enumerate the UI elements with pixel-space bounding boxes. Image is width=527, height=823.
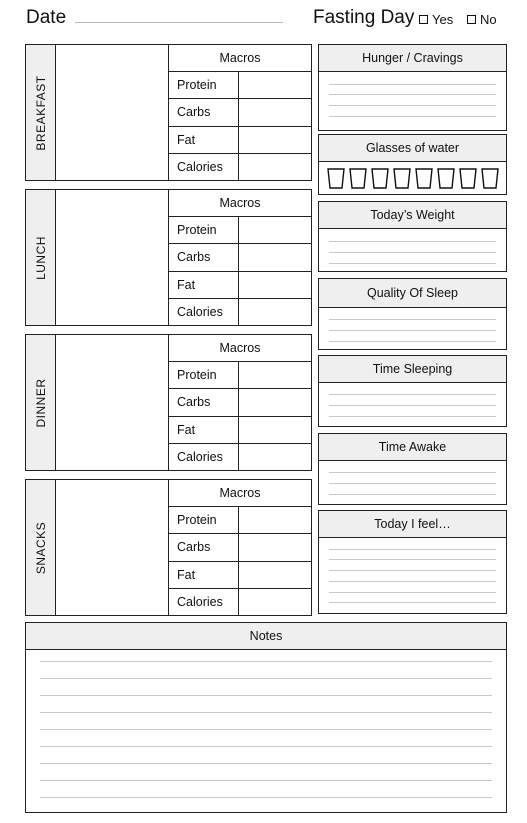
water-glass-icon[interactable] bbox=[370, 168, 390, 189]
macro-label: Carbs bbox=[169, 99, 239, 125]
macro-label: Calories bbox=[169, 444, 239, 470]
macro-label: Fat bbox=[169, 127, 239, 153]
panel-time-sleeping bbox=[318, 355, 507, 427]
macro-label: Carbs bbox=[169, 244, 239, 270]
meal-side-label bbox=[26, 335, 56, 470]
writing-line bbox=[329, 263, 496, 264]
writing-line bbox=[40, 746, 492, 747]
panel-weight bbox=[318, 201, 507, 272]
macro-row bbox=[169, 534, 311, 561]
writing-line bbox=[40, 712, 492, 713]
meal-block-breakfast bbox=[25, 44, 312, 181]
writing-line bbox=[329, 483, 496, 484]
macro-value-field[interactable] bbox=[239, 507, 311, 533]
writing-line bbox=[329, 116, 496, 117]
no-label: No bbox=[480, 12, 497, 27]
writing-line bbox=[329, 581, 496, 582]
writing-line bbox=[329, 494, 496, 495]
writing-lines[interactable] bbox=[329, 72, 496, 130]
water-glass-icon[interactable] bbox=[458, 168, 478, 189]
panel-sleep-quality bbox=[318, 278, 507, 350]
writing-line bbox=[329, 330, 496, 331]
macros-table bbox=[169, 45, 311, 180]
notes-title: Notes bbox=[26, 623, 506, 650]
macro-value-field[interactable] bbox=[239, 127, 311, 153]
macro-label: Protein bbox=[169, 217, 239, 243]
water-glass-icon[interactable] bbox=[414, 168, 434, 189]
macro-value-field[interactable] bbox=[239, 272, 311, 298]
panel-title: Time Awake bbox=[319, 434, 506, 461]
writing-line bbox=[329, 472, 496, 473]
macros-header: Macros bbox=[169, 190, 311, 217]
fasting-day-label: Fasting Day bbox=[313, 7, 415, 28]
notes-box bbox=[25, 622, 507, 813]
macro-value-field[interactable] bbox=[239, 217, 311, 243]
macro-row bbox=[169, 154, 311, 180]
macro-label: Calories bbox=[169, 589, 239, 615]
water-glass-icon[interactable] bbox=[392, 168, 412, 189]
panel-feel bbox=[318, 510, 507, 614]
panel-title: Time Sleeping bbox=[319, 356, 506, 383]
macro-row bbox=[169, 417, 311, 444]
writing-line bbox=[329, 94, 496, 95]
writing-line bbox=[329, 549, 496, 550]
writing-line bbox=[329, 84, 496, 85]
writing-line bbox=[329, 252, 496, 253]
macro-row bbox=[169, 299, 311, 325]
writing-line bbox=[40, 678, 492, 679]
macro-value-field[interactable] bbox=[239, 562, 311, 588]
panel-time-awake bbox=[318, 433, 507, 505]
writing-line bbox=[329, 341, 496, 342]
macro-value-field[interactable] bbox=[239, 362, 311, 388]
writing-line bbox=[40, 661, 492, 662]
writing-line bbox=[40, 763, 492, 764]
meal-name: DINNER bbox=[33, 377, 48, 428]
writing-line bbox=[40, 797, 492, 798]
macro-value-field[interactable] bbox=[239, 444, 311, 470]
meal-notes-area[interactable] bbox=[56, 335, 169, 470]
macro-row bbox=[169, 362, 311, 389]
macro-row bbox=[169, 99, 311, 126]
fasting-yes-option[interactable] bbox=[419, 12, 453, 27]
water-glass-icon[interactable] bbox=[348, 168, 368, 189]
meal-name: BREAKFAST bbox=[33, 74, 48, 151]
meal-side-label bbox=[26, 480, 56, 615]
macro-value-field[interactable] bbox=[239, 299, 311, 325]
macro-label: Fat bbox=[169, 417, 239, 443]
macro-row bbox=[169, 272, 311, 299]
macro-label: Protein bbox=[169, 362, 239, 388]
writing-lines[interactable] bbox=[329, 229, 496, 271]
writing-line bbox=[329, 570, 496, 571]
macro-row bbox=[169, 389, 311, 416]
macros-table bbox=[169, 335, 311, 470]
macro-label: Calories bbox=[169, 299, 239, 325]
macro-label: Fat bbox=[169, 272, 239, 298]
panel-title: Today I feel… bbox=[319, 511, 506, 538]
writing-lines[interactable] bbox=[329, 461, 496, 504]
writing-line bbox=[329, 105, 496, 106]
writing-line bbox=[329, 602, 496, 603]
macro-value-field[interactable] bbox=[239, 244, 311, 270]
panel-hunger bbox=[318, 44, 507, 131]
writing-line bbox=[40, 695, 492, 696]
macro-label: Carbs bbox=[169, 534, 239, 560]
water-glass-icon[interactable] bbox=[326, 168, 346, 189]
macro-value-field[interactable] bbox=[239, 589, 311, 615]
yes-label: Yes bbox=[432, 12, 454, 27]
macro-value-field[interactable] bbox=[239, 389, 311, 415]
macro-row bbox=[169, 589, 311, 615]
macro-label: Fat bbox=[169, 562, 239, 588]
notes-writing-area[interactable] bbox=[40, 650, 492, 812]
macro-row bbox=[169, 444, 311, 470]
no-checkbox[interactable] bbox=[467, 15, 476, 24]
macro-value-field[interactable] bbox=[239, 72, 311, 98]
macro-value-field[interactable] bbox=[239, 534, 311, 560]
meal-notes-area[interactable] bbox=[56, 480, 169, 615]
date-field[interactable] bbox=[75, 22, 283, 23]
macro-label: Carbs bbox=[169, 389, 239, 415]
macro-value-field[interactable] bbox=[239, 417, 311, 443]
macros-table bbox=[169, 190, 311, 325]
writing-line bbox=[329, 416, 496, 417]
writing-lines[interactable] bbox=[329, 383, 496, 426]
macro-label: Protein bbox=[169, 72, 239, 98]
meal-block-snacks bbox=[25, 479, 312, 616]
writing-line bbox=[329, 394, 496, 395]
meal-side-label bbox=[26, 190, 56, 325]
macro-label: Calories bbox=[169, 154, 239, 180]
macros-header: Macros bbox=[169, 335, 311, 362]
macros-table bbox=[169, 480, 311, 615]
yes-checkbox[interactable] bbox=[419, 15, 428, 24]
macro-row bbox=[169, 244, 311, 271]
date-label: Date bbox=[26, 7, 67, 28]
macro-label: Protein bbox=[169, 507, 239, 533]
meal-block-dinner bbox=[25, 334, 312, 471]
writing-line bbox=[40, 729, 492, 730]
writing-line bbox=[329, 559, 496, 560]
macro-value-field[interactable] bbox=[239, 99, 311, 125]
water-glasses bbox=[319, 162, 506, 194]
macro-value-field[interactable] bbox=[239, 154, 311, 180]
macros-header: Macros bbox=[169, 45, 311, 72]
meal-side-label bbox=[26, 45, 56, 180]
writing-lines[interactable] bbox=[329, 308, 496, 349]
meal-block-lunch bbox=[25, 189, 312, 326]
meal-notes-area[interactable] bbox=[56, 45, 169, 180]
macro-row bbox=[169, 507, 311, 534]
meal-name: SNACKS bbox=[33, 521, 48, 574]
fasting-no-option[interactable] bbox=[467, 12, 497, 27]
panel-title: Glasses of water bbox=[319, 135, 506, 162]
water-glass-icon[interactable] bbox=[436, 168, 456, 189]
macro-row bbox=[169, 127, 311, 154]
water-glass-icon[interactable] bbox=[480, 168, 500, 189]
macros-header: Macros bbox=[169, 480, 311, 507]
panel-title: Hunger / Cravings bbox=[319, 45, 506, 72]
macro-row bbox=[169, 217, 311, 244]
meal-name: LUNCH bbox=[33, 235, 48, 280]
macro-row bbox=[169, 72, 311, 99]
writing-line bbox=[40, 780, 492, 781]
macro-row bbox=[169, 562, 311, 589]
panel-title: Today’s Weight bbox=[319, 202, 506, 229]
panel-title: Quality Of Sleep bbox=[319, 279, 506, 308]
writing-line bbox=[329, 405, 496, 406]
writing-line bbox=[329, 241, 496, 242]
writing-line bbox=[329, 592, 496, 593]
writing-line bbox=[329, 319, 496, 320]
meal-notes-area[interactable] bbox=[56, 190, 169, 325]
writing-lines[interactable] bbox=[329, 538, 496, 613]
panel-water bbox=[318, 134, 507, 195]
